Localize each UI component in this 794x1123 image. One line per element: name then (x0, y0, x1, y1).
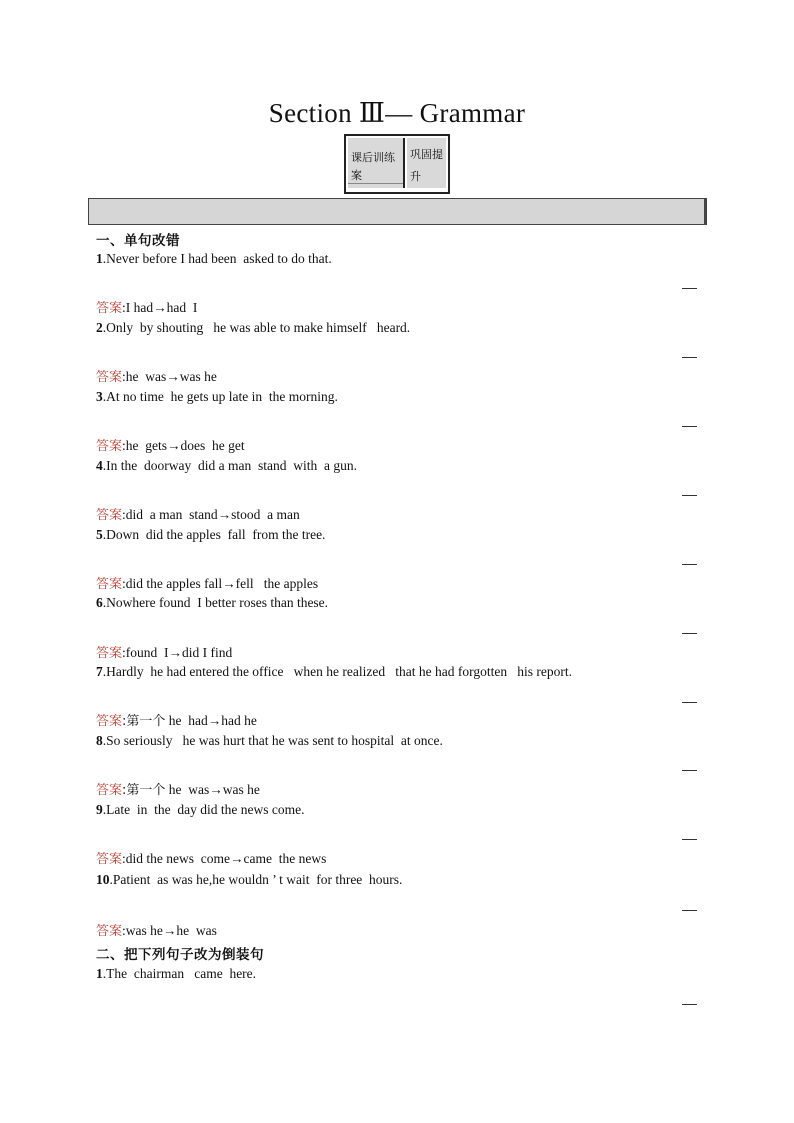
answer-label: 答案 (96, 439, 123, 454)
answer-text: :did the news come→came the news (122, 851, 327, 866)
part2-heading: 二、把下列句子改为倒装句 (96, 947, 264, 963)
answer-prefix: :第一个 (122, 783, 166, 798)
answer-blank-line (682, 839, 697, 840)
question-text: .The chairman came here. (102, 966, 257, 981)
answer-7 (96, 710, 257, 729)
answer-text: :he gets→does he get (122, 438, 245, 453)
question-number: 9 (96, 802, 103, 817)
question-number: 4 (96, 458, 103, 473)
question-text: .Never before I had been asked to do that. (102, 251, 332, 266)
answer-text: he was→was he (165, 782, 260, 797)
question-text: .Late in the day did the news come. (102, 802, 305, 817)
answer-blank-line (682, 770, 697, 771)
answer-blank-line (682, 633, 697, 634)
question-10 (96, 872, 402, 888)
section-tag (344, 134, 450, 194)
answer-text: :I had→had I (122, 300, 198, 315)
answer-text: :was he→he was (122, 923, 217, 938)
question-number: 8 (96, 733, 103, 748)
answer-text: :did a man stand→stood a man (122, 507, 300, 522)
answer-label: 答案 (96, 370, 123, 385)
question-2 (96, 320, 410, 336)
answer-label: 答案 (96, 924, 123, 939)
answer-label: 答案 (96, 852, 123, 867)
tag-right-label: 巩固提升 (407, 138, 446, 188)
answer-9 (96, 848, 326, 867)
question-number: 7 (96, 664, 103, 679)
answer-blank-line (682, 495, 697, 496)
question-text: .Nowhere found I better roses than these. (102, 595, 329, 610)
answer-blank-line (682, 702, 697, 703)
page-title: Section Ⅲ— Grammar (268, 98, 526, 128)
answer-blank-line (682, 288, 697, 289)
question-number: 1 (96, 966, 103, 981)
tag-left-label: 课后训练案 (348, 138, 405, 188)
answer-blank-line (682, 1004, 697, 1005)
question-number: 6 (96, 595, 103, 610)
answer-label: 答案 (96, 508, 123, 523)
question-text: .So seriously he was hurt that he was sent to hospital at once. (102, 733, 443, 748)
answer-label: 答案 (96, 714, 123, 729)
question-number: 10 (96, 872, 110, 887)
answer-prefix: :第一个 (122, 714, 166, 729)
answer-blank-line (682, 357, 697, 358)
header-bar (88, 198, 707, 225)
answer-text: he had→had he (165, 713, 257, 728)
answer-blank-line (682, 564, 697, 565)
question-number: 5 (96, 527, 103, 542)
question-text: .In the doorway did a man stand with a gun. (102, 458, 357, 473)
answer-4 (96, 504, 300, 523)
question-number: 2 (96, 320, 103, 335)
part1-heading: 一、单句改错 (96, 233, 180, 249)
question-6 (96, 595, 328, 611)
question-number: 3 (96, 389, 103, 404)
question-text: .Hardly he had entered the office when he realized that he had forgotten his report. (102, 664, 572, 679)
answer-1 (96, 297, 197, 316)
answer-label: 答案 (96, 646, 123, 661)
part2-question-1 (96, 966, 256, 982)
question-4 (96, 458, 357, 474)
answer-blank-line (682, 426, 697, 427)
question-7 (96, 664, 572, 680)
answer-label: 答案 (96, 577, 123, 592)
question-text: .Only by shouting he was able to make himself heard. (102, 320, 411, 335)
question-text: .At no time he gets up late in the morning. (102, 389, 338, 404)
answer-2 (96, 366, 217, 385)
answer-3 (96, 435, 245, 454)
answer-text: :he was→was he (122, 369, 217, 384)
answer-5 (96, 573, 318, 592)
answer-blank-line (682, 910, 697, 911)
answer-label: 答案 (96, 301, 123, 316)
question-8 (96, 733, 443, 749)
answer-label: 答案 (96, 783, 123, 798)
answer-text: :found I→did I find (122, 645, 233, 660)
question-1 (96, 251, 332, 267)
question-number: 1 (96, 251, 103, 266)
answer-10 (96, 920, 217, 939)
question-5 (96, 527, 325, 543)
question-text: .Patient as was he,he wouldn ’ t wait for three hours. (109, 872, 403, 887)
answer-text: :did the apples fall→fell the apples (122, 576, 319, 591)
question-9 (96, 802, 304, 818)
answer-8 (96, 779, 260, 798)
question-3 (96, 389, 338, 405)
answer-6 (96, 642, 232, 661)
question-text: .Down did the apples fall from the tree. (102, 527, 326, 542)
